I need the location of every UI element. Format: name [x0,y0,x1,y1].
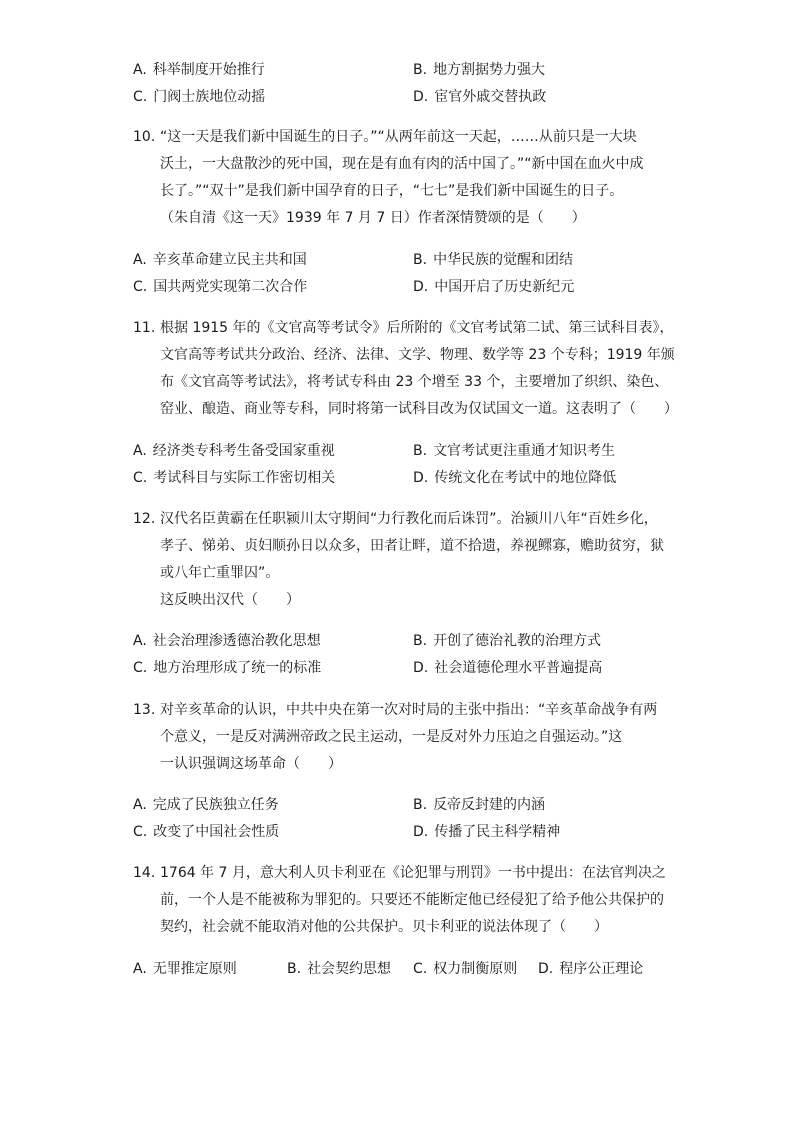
question-10 [133,124,673,232]
question-11-line-4: 窑业、酿造、商业等专科，同时将第一试科目改为仅试国文一道。这表明了（ ） [160,401,678,417]
q12-option-a[interactable]: A. 社会治理渗透德治教化思想 [133,633,321,649]
question-11-line-1: 11. 根据 1915 年的《文官高等考试令》后所附的《文官考试第二试、第三试科目表》， [133,320,674,336]
q13-option-d[interactable]: D. 传播了民主科学精神 [413,824,561,840]
q14-options-row [133,958,693,980]
q13-options-row-2 [133,821,693,843]
q9-options-row-1 [133,59,693,81]
q13-option-a[interactable]: A. 完成了民族独立任务 [133,797,279,813]
q9-options-row-2 [133,86,693,108]
q11-option-d[interactable]: D. 传统文化在考试中的地位降低 [413,470,617,486]
q12-options-row-1 [133,630,693,652]
q11-option-b[interactable]: B. 文官考试更注重通才知识考生 [413,443,616,459]
q9-option-d[interactable]: D. 宦官外戚交替执政 [413,89,547,105]
question-14-line-2: 前，一个人是不能被称为罪犯的。只要还不能断定他已经侵犯了给予他公共保护的 [160,892,664,908]
q13-options-row-1 [133,794,693,816]
question-12-line-1: 12. 汉代名臣黄霸在任职颍川太守期间“力行教化而后诛罚”。治颍川八年“百姓乡化， [133,511,658,527]
q12-option-c[interactable]: C. 地方治理形成了统一的标准 [133,660,322,676]
question-14 [133,860,673,941]
q12-option-d[interactable]: D. 社会道德伦理水平普遍提高 [413,660,603,676]
question-11-line-3: 布《文官高等考试法》，将考试专科由 23 个增至 33 个，主要增加了织织、染色、 [160,374,669,390]
q9-option-c[interactable]: C. 门阀士族地位动摇 [133,89,266,105]
q14-option-d[interactable]: D. 程序公正理论 [538,961,644,977]
q10-option-c[interactable]: C. 国共两党实现第二次合作 [133,279,308,295]
question-12-line-3: 或八年亡重罪囚”。 [160,565,280,581]
q12-option-b[interactable]: B. 开创了德治礼教的治理方式 [413,633,602,649]
q10-option-d[interactable]: D. 中国开启了历史新纪元 [413,279,575,295]
question-12-line-2: 孝子、悌弟、贞妇顺孙日以众多，田者让畔，道不拾遗，养视鳏寡，赡助贫穷，狱 [160,538,664,554]
question-13-line-1: 13. 对辛亥革命的认识，中共中央在第一次对时局的主张中指出：“辛亥革命战争有两 [133,702,658,718]
q10-option-a[interactable]: A. 辛亥革命建立民主共和国 [133,252,307,268]
question-13-line-3: 一认识强调这场革命（ ） [160,756,342,772]
q9-option-a[interactable]: A. 科举制度开始推行 [133,62,265,78]
q13-option-b[interactable]: B. 反帝反封建的内涵 [413,797,546,813]
q11-options-row-2 [133,467,693,489]
question-13 [133,697,673,778]
q11-option-c[interactable]: C. 考试科目与实际工作密切相关 [133,470,336,486]
question-14-line-3: 契约，社会就不能取消对他的公共保护。贝卡利亚的说法体现了（ ） [160,919,608,935]
question-14-line-1: 14. 1764 年 7 月，意大利人贝卡利亚在《论犯罪与刑罚》一书中提出：在法官判决之 [133,865,666,881]
question-12 [133,506,673,614]
question-10-line-1: 10. “这一天是我们新中国诞生的日子。”“从两年前这一天起，……从前只是一大块 [133,129,637,145]
q11-options-row-1 [133,440,693,462]
question-10-line-3: 长了。”“双十”是我们新中国孕育的日子，“七七”是我们新中国诞生的日子。 [160,183,624,199]
q13-option-c[interactable]: C. 改变了中国社会性质 [133,824,280,840]
question-11 [133,315,678,423]
q10-options-row-1 [133,249,693,271]
question-12-line-4: 这反映出汉代（ ） [160,592,300,608]
question-11-line-2: 文官高等考试共分政治、经济、法律、文学、物理、数学等 23 个专科；1919 年颁 [160,347,675,363]
question-10-line-4: （朱自清《这一天》1939 年 7 月 7 日）作者深情赞颂的是（ ） [160,210,586,226]
q11-option-a[interactable]: A. 经济类专科考生备受国家重视 [133,443,335,459]
question-13-line-2: 个意义，一是反对满洲帝政之民主运动，一是反对外力压迫之自强运动。”这 [160,729,623,745]
q10-options-row-2 [133,276,693,298]
q14-option-b[interactable]: B. 社会契约思想 [287,961,392,977]
q12-options-row-2 [133,657,693,679]
q9-option-b[interactable]: B. 地方割据势力强大 [413,62,546,78]
q14-option-a[interactable]: A. 无罪推定原则 [133,961,237,977]
q10-option-b[interactable]: B. 中华民族的觉醒和团结 [413,252,574,268]
q14-option-c[interactable]: C. 权力制衡原则 [413,961,518,977]
question-10-line-2: 沃土，一大盘散沙的死中国，现在是有血有肉的活中国了。”“新中国在血火中成 [160,156,644,172]
